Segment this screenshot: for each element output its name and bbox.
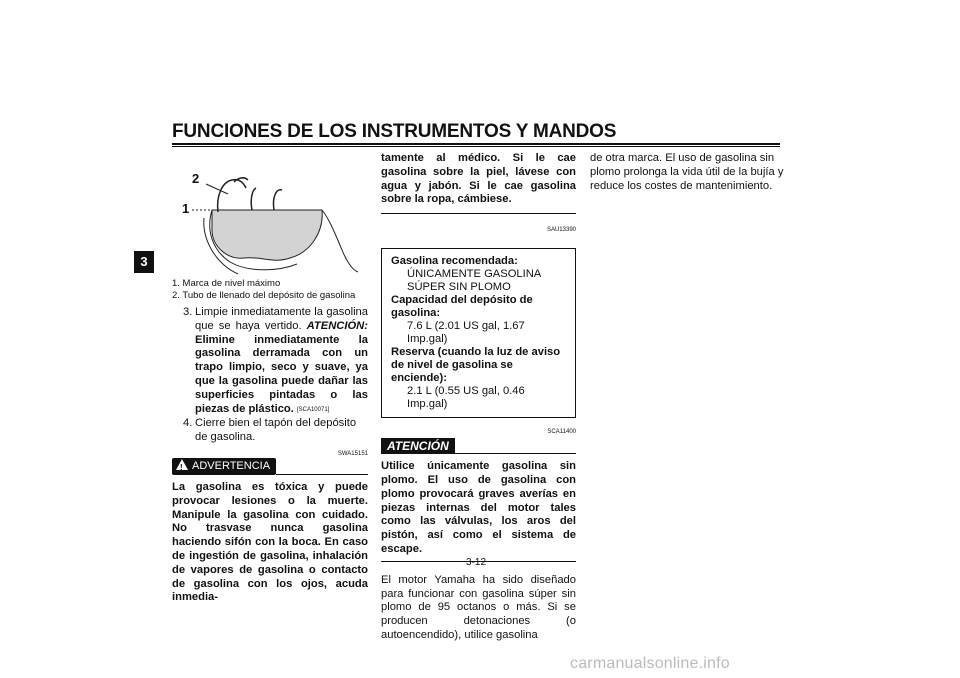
fuel-filler-illustration — [172, 160, 368, 278]
warning-header — [172, 458, 368, 475]
page-title: FUNCIONES DE LOS INSTRUMENTOS Y MANDOS — [172, 121, 617, 142]
step-3 — [172, 306, 368, 417]
spec-capacity-label: Capacidad del depósito de gasolina: — [391, 294, 533, 320]
callout-2: 2 — [192, 171, 200, 186]
step-4-number: 4. — [183, 417, 193, 430]
warning-icon: ! — [176, 459, 188, 470]
step-3-caution-label: ATENCIÓN: — [306, 319, 368, 332]
callout-1: 1 — [182, 201, 190, 216]
step-3-caution-text: Elimine inmediatamente la gasolina derramada con un trapo limpio, seco y suave, ya que la gasolina puede dañar las superficies pintadas o las piezas de plástico. — [195, 333, 368, 415]
title-rule — [172, 143, 780, 145]
spec-fuel-value: ÚNICAMENTE GASOLINA SÚPER SIN PLOMO — [407, 268, 541, 294]
step-3-code: [SCA10071] — [296, 406, 330, 413]
fuel-tank-figure — [172, 160, 368, 278]
warning-badge — [172, 458, 276, 475]
caution-text: Utilice únicamente gasolina sin plomo. El uso de gasolina con plomo provocará graves averías en piezas internas del motor tales como las válvulas, los aros del pistón, así como el sistema de escape. — [381, 460, 576, 555]
chapter-tab: 3 — [134, 251, 154, 273]
spec-code: SAU13390 — [546, 227, 576, 234]
page-number: 3-12 — [466, 557, 487, 568]
spec-capacity-value: 7.6 L (2.01 US gal, 1.67 Imp.gal) — [407, 320, 525, 346]
step-4-text: Cierre bien el tapón del depósito de gasolina. — [195, 417, 357, 444]
figure-caption-2: 2. Tubo de llenado del depósito de gasolina — [172, 290, 356, 301]
column-right — [590, 152, 785, 193]
step-3-text: Limpie inmediatamente la gasolina que se haya vertido. — [195, 306, 368, 332]
column-right-text: de otra marca. El uso de gasolina sin plomo prolonga la vida útil de la bujía y reduce los costes de mantenimiento. — [590, 152, 784, 192]
step-3-number: 3. — [183, 306, 193, 318]
caution-code: SCA11400 — [547, 429, 576, 436]
caution-rule — [455, 453, 576, 454]
warning-rule — [276, 474, 368, 475]
warning-label: ADVERTENCIA — [192, 459, 271, 472]
warning-end-rule — [381, 213, 576, 214]
caution-header — [381, 438, 576, 454]
step-4 — [172, 417, 368, 445]
warning-continuation: tamente al médico. Si le cae gasolina sobre la piel, lávese con agua y jabón. Si le cae gasolina sobre la ropa, cámbiese. — [381, 152, 576, 206]
column-left — [172, 160, 368, 605]
fuel-spec-box — [381, 248, 576, 418]
spec-reserve-label: Reserva (cuando la luz de aviso de nivel de gasolina se enciende): — [391, 346, 561, 385]
spec-reserve-value: 2.1 L (0.55 US gal, 0.46 Imp.gal) — [407, 385, 525, 411]
caution-badge: ATENCIÓN — [381, 438, 455, 454]
figure-caption-1: 1. Marca de nivel máximo — [172, 278, 281, 289]
engine-text: El motor Yamaha ha sido diseñado para funcionar con gasolina súper sin plomo de 95 octanos o más. Si se producen detonaciones (o autoencendido), utilice gasolina — [381, 573, 576, 641]
warning-text: La gasolina es tóxica y puede provocar lesiones o la muerte. Manipule la gasolina con cuidado. No trasvase nunca gasolina haciendo sifón con la boca. En caso de ingestión de gasolina, inhalación de vapores de gasolina o contacto de gasolina con los ojos, acuda inmedia- — [172, 480, 368, 604]
warning-code: SWA15151 — [337, 450, 368, 457]
spec-fuel-label: Gasolina recomendada: — [391, 255, 518, 268]
column-middle — [381, 152, 576, 643]
title-rule-thin — [172, 146, 780, 147]
footer-watermark[interactable]: carmanualsonline.info — [570, 655, 730, 672]
